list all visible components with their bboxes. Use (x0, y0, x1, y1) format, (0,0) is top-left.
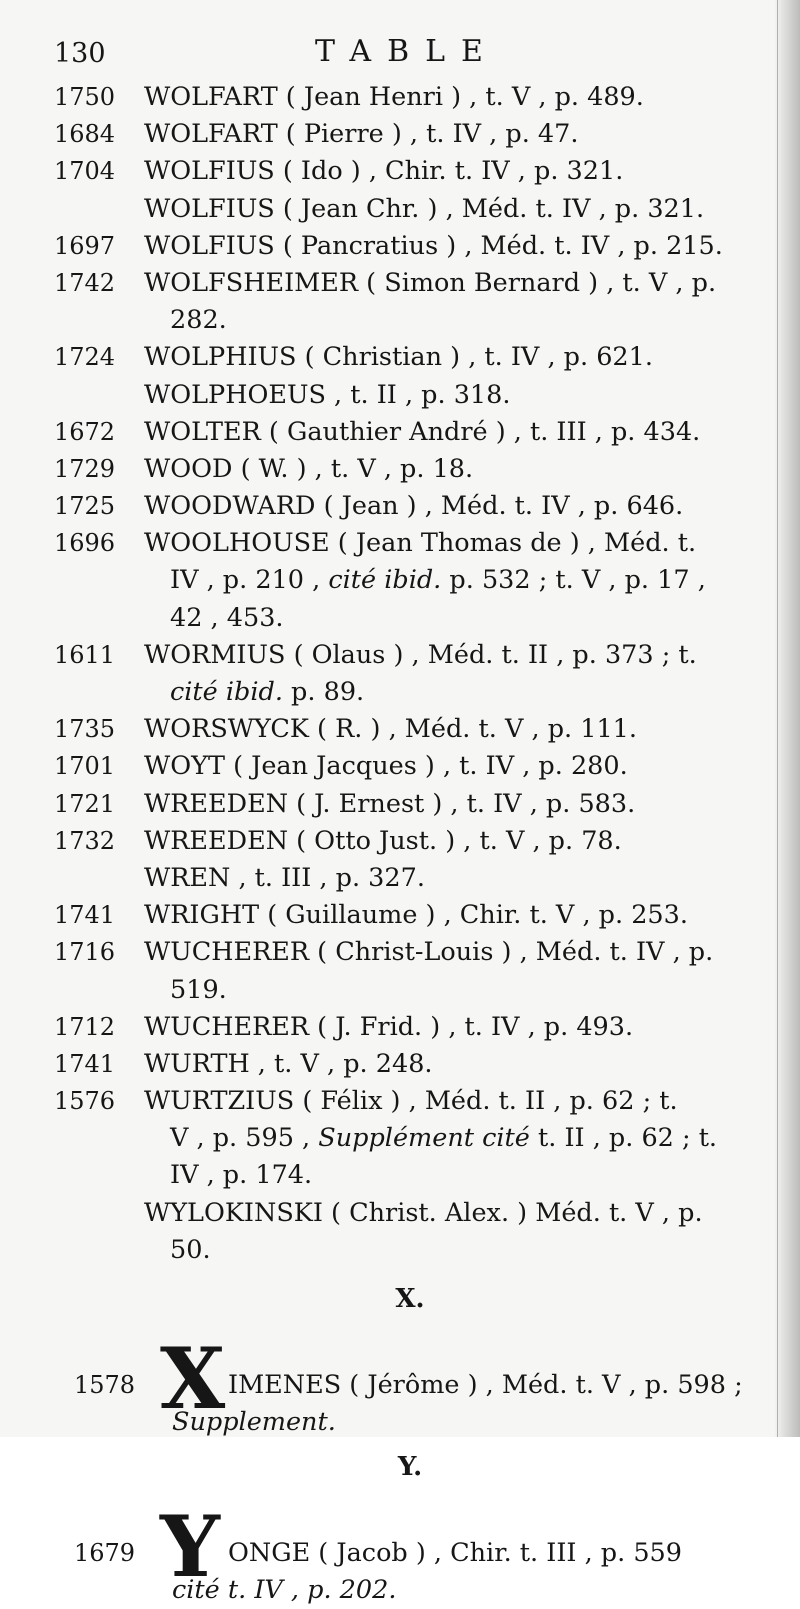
index-entry (0, 153, 800, 190)
entry-continuation-line (0, 1157, 800, 1194)
index-entry (0, 79, 800, 116)
entry-line (0, 860, 800, 897)
entry-line (0, 786, 800, 823)
entry-year: 1742 (54, 268, 116, 297)
entry-text: WOLTER ( Gauthier André ) , t. III , p. 434. (144, 416, 701, 447)
entry-line (0, 228, 800, 265)
entry-line (0, 153, 800, 190)
entry-text: 50. (170, 1234, 211, 1265)
entry-line (0, 79, 800, 116)
entry-text: WUCHERER ( Christ-Louis ) , Méd. t. IV , p. (144, 937, 714, 968)
entry-line (0, 116, 800, 153)
running-head (0, 34, 800, 74)
entry-text: WORMIUS ( Olaus ) , Méd. t. II , p. 373 ; t. (144, 639, 697, 670)
entry-line (0, 377, 800, 414)
section-x-heading: X. (395, 1284, 425, 1314)
entry-year: 1750 (54, 83, 116, 111)
entry-year: 1696 (54, 529, 116, 558)
index-entry (0, 823, 800, 860)
entry-line (0, 897, 800, 934)
entry-text: WURTH , t. V , p. 248. (144, 1048, 433, 1079)
section-y-entry (0, 1497, 800, 1605)
entry-text: 42 , 453. (170, 602, 284, 633)
entry-continuation-line (0, 302, 800, 339)
entry-text: WREEDEN ( Otto Just. ) , t. V , p. 78. (144, 825, 622, 856)
entry-line (0, 414, 800, 451)
entry-text: WOOD ( W. ) , t. V , p. 18. (144, 453, 474, 484)
index-entry (0, 637, 800, 711)
index-entry (0, 525, 800, 637)
entry-line (0, 1083, 800, 1120)
entry-continuation-line (0, 562, 800, 599)
entry-year: 1679 (74, 1539, 136, 1567)
index-entries (0, 79, 800, 1605)
page-title: TABLE (315, 34, 499, 69)
entry-line (0, 451, 800, 488)
drop-cap: Y (160, 1497, 220, 1596)
entry-line (0, 1046, 800, 1083)
entry-year: 1697 (54, 231, 116, 260)
entry-text: 519. (170, 974, 227, 1005)
index-entry (0, 1195, 800, 1269)
entry-line (0, 711, 800, 748)
section-y-heading: Y. (397, 1452, 423, 1482)
entry-year: 1721 (54, 789, 116, 818)
entry-continuation-line (0, 972, 800, 1009)
index-entry (0, 860, 800, 897)
index-entry (0, 414, 800, 451)
entry-text: WOLFIUS ( Jean Chr. ) , Méd. t. IV , p. 321. (144, 193, 705, 224)
index-entry (0, 191, 800, 228)
page-number: 130 (54, 38, 106, 69)
entry-line (0, 637, 800, 674)
entry-text: WREN , t. III , p. 327. (144, 862, 425, 893)
entry-text: WURTZIUS ( Félix ) , Méd. t. II , p. 62 ; t. (144, 1086, 678, 1117)
index-entry (0, 451, 800, 488)
entry-year: 1704 (54, 157, 116, 186)
entry-text: IV , p. 174. (170, 1160, 313, 1191)
entry-text: V , p. 595 , Supplément cité t. II , p. 62 ; t. (170, 1123, 718, 1154)
index-entry (0, 488, 800, 525)
index-entry (0, 228, 800, 265)
entry-text: WREEDEN ( J. Ernest ) , t. IV , p. 583. (144, 788, 636, 819)
index-entry (0, 377, 800, 414)
entry-text: WRIGHT ( Guillaume ) , Chir. t. V , p. 253. (144, 900, 688, 931)
entry-year: 1729 (54, 454, 116, 483)
entry-text: WORSWYCK ( R. ) , Méd. t. V , p. 111. (144, 714, 638, 745)
entry-text: ONGE ( Jacob ) , Chir. t. III , p. 559 (228, 1538, 683, 1568)
entry-continuation-line (0, 674, 800, 711)
entry-line (0, 748, 800, 785)
entry-text: WOLPHIUS ( Christian ) , t. IV , p. 621. (144, 342, 653, 373)
index-entry (0, 1083, 800, 1195)
entry-text: WOLFIUS ( Ido ) , Chir. t. IV , p. 321. (144, 156, 624, 187)
index-entry (0, 748, 800, 785)
entry-year: 1672 (54, 417, 116, 446)
entry-year: 1741 (54, 1049, 116, 1078)
section-x-entry (0, 1329, 800, 1437)
entry-text: WOLFIUS ( Pancratius ) , Méd. t. IV , p. 215. (144, 230, 723, 261)
entry-continuation-line (0, 1232, 800, 1269)
entry-year: 1716 (54, 938, 116, 967)
entry-year: 1611 (54, 640, 116, 669)
entry-text: WOOLHOUSE ( Jean Thomas de ) , Méd. t. (144, 528, 697, 559)
entry-text: WUCHERER ( J. Frid. ) , t. IV , p. 493. (144, 1011, 634, 1042)
entry-year: 1684 (54, 120, 116, 149)
index-entry (0, 934, 800, 1008)
entry-text: WOODWARD ( Jean ) , Méd. t. IV , p. 646. (144, 491, 684, 522)
entry-line (0, 525, 800, 562)
entry-line (0, 1009, 800, 1046)
entry-continuation-line: cité t. IV , p. 202. (172, 1575, 397, 1605)
entry-text: WOLFART ( Jean Henri ) , t. V , p. 489. (144, 82, 644, 112)
index-entry (0, 711, 800, 748)
entry-year: 1735 (54, 715, 116, 744)
entry-continuation-line (0, 600, 800, 637)
drop-cap: X (160, 1329, 226, 1428)
entry-text: cité ibid. p. 89. (170, 677, 365, 707)
entry-year: 1732 (54, 826, 116, 855)
index-entry (0, 339, 800, 376)
entry-year: 1712 (54, 1012, 116, 1041)
entry-line (0, 934, 800, 971)
index-entry (0, 786, 800, 823)
entry-year: 1578 (74, 1371, 136, 1399)
entry-text: IMENES ( Jérôme ) , Méd. t. V , p. 598 ; (228, 1370, 743, 1400)
index-entry (0, 265, 800, 339)
entry-year: 1724 (54, 343, 116, 372)
entry-line (0, 488, 800, 525)
entry-year: 1725 (54, 492, 116, 521)
entry-continuation-line (0, 1120, 800, 1157)
entry-text: WOLPHOEUS , t. II , p. 318. (144, 379, 511, 410)
entry-line (0, 265, 800, 302)
entry-text: 282. (170, 305, 227, 336)
entry-text: WOYT ( Jean Jacques ) , t. IV , p. 280. (144, 751, 628, 782)
entry-line (0, 191, 800, 228)
index-entry (0, 1046, 800, 1083)
entry-year: 1576 (54, 1087, 116, 1116)
entry-text: WOLFSHEIMER ( Simon Bernard ) , t. V , p. (144, 267, 717, 298)
entry-line (0, 339, 800, 376)
index-entry (0, 1009, 800, 1046)
entry-line (0, 823, 800, 860)
entry-year: 1701 (54, 752, 116, 781)
entry-line (0, 1195, 800, 1232)
entry-text: WYLOKINSKI ( Christ. Alex. ) Méd. t. V , p. (144, 1197, 703, 1228)
entry-continuation-line: Supplement. (172, 1407, 336, 1437)
entry-year: 1741 (54, 901, 116, 930)
index-entry (0, 116, 800, 153)
index-entry (0, 897, 800, 934)
entry-text: WOLFART ( Pierre ) , t. IV , p. 47. (144, 119, 579, 150)
entry-text: IV , p. 210 , cité ibid. p. 532 ; t. V , p. 17 , (170, 565, 706, 596)
